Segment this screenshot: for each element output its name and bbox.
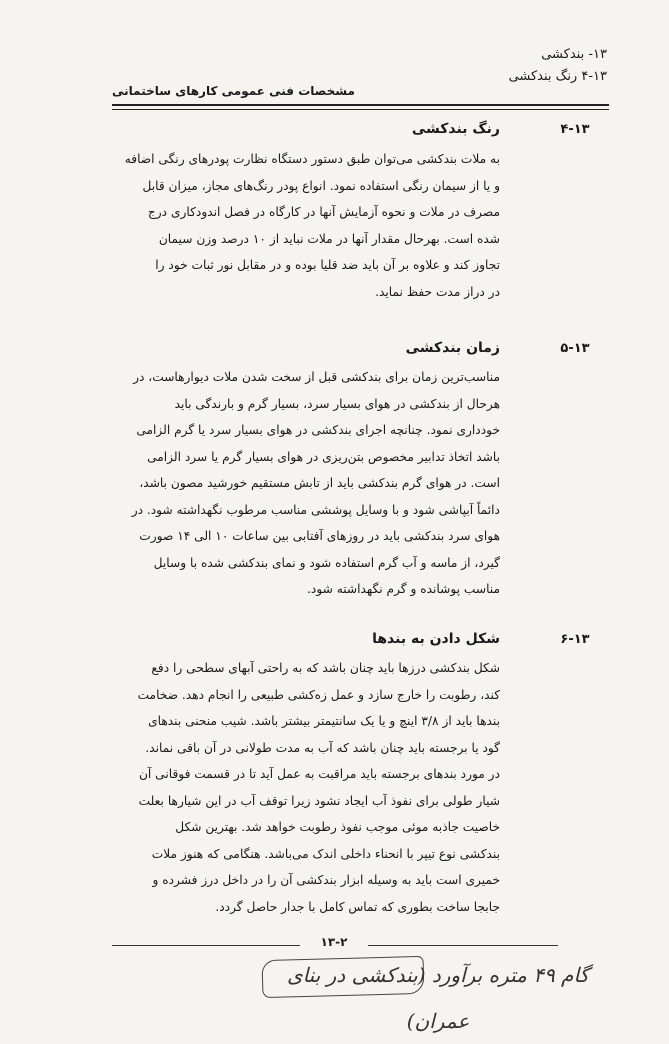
- text-line: جابجا ساخت بطوری که تماس کامل با جدار حاصل گردد.: [215, 899, 500, 914]
- text-line: مناسب پوشانده و گرم نگهداشته شود.: [307, 582, 500, 596]
- text-line: کند، رطوبت را خارج سازد و عمل زه‌کشی طبیعی را انجام دهد. ضخامت: [137, 687, 500, 702]
- text-line: گود یا برجسته باید چنان باشد که آب به مدت طولانی در آن باقی نماند.: [145, 740, 500, 755]
- text-line: بندها باید از ۳/۸ اینچ و یا یک سانتیمتر بیشتر باشد. شیب منحنی بندهای: [148, 714, 500, 728]
- section-paragraph: [92, 364, 500, 603]
- text-line: گیرد، از ماسه و آب گرم استفاده شود و نمای بندکشی شده با وسایل: [153, 555, 500, 570]
- footer-rule-left: [112, 945, 300, 946]
- text-line: باشد اتخاذ تدابیر مخصوص بتن‌ریزی در هوای بسیار گرم یا سرد الزامی: [147, 449, 500, 464]
- section-title-header: ۴-۱۳ رنگ بندکشی: [508, 69, 607, 84]
- text-line: مصرف در ملات و نحوه آزمایش آنها در کارگاه در فصل اندودکاری درج: [147, 205, 500, 219]
- section-heading: زمان بندکشی: [405, 340, 500, 356]
- section-heading: شکل دادن به بندها: [372, 631, 500, 647]
- text-line: بندکشی نوع تیپر با انحناء داخلی اندک می‌باشد. هنگامی که هنوز ملات: [151, 846, 500, 861]
- section-number: ۶-۱۳: [560, 632, 590, 647]
- text-line: مناسب‌ترین زمان برای بندکشی قبل از سخت شدن ملات دیوارهاست، در: [133, 370, 500, 384]
- section-number: ۵-۱۳: [560, 341, 590, 356]
- page-number: ۱۳-۲: [304, 935, 364, 949]
- header-rule-thin: [112, 109, 609, 110]
- text-line: دائماً آبپاشی شود و با وسایل پوششی مناسب مرطوب نگهداشته شود. در: [131, 502, 500, 517]
- section-heading: رنگ بندکشی: [411, 121, 500, 137]
- text-line: در مورد بندهای برجسته باید مراقبت به عمل آید تا در قسمت فوقانی آن: [138, 767, 500, 781]
- handwritten-note: گام ۴۹ متره برآورد (بندکشی در بنای عمران): [286, 963, 590, 1033]
- text-line: خمیری است باید به وسیله ابزار بندکشی آن را در داخل درز فشرده و: [152, 873, 500, 887]
- section-paragraph: [92, 655, 500, 920]
- text-line: شیار طولی برای نفوذ آب ایجاد نشود زیرا توقف آب در این شیارها بعلت: [138, 793, 500, 808]
- text-line: در دراز مدت حفظ نماید.: [375, 284, 500, 299]
- text-line: و یا از سیمان رنگی استفاده نمود. انواع پودر رنگ‌های مجاز، میزان قابل: [142, 178, 500, 193]
- text-line: شده است. بهرحال مقدار آنها در ملات نباید از ۱۰ درصد وزن سیمان: [158, 231, 500, 246]
- footer-rule-right: [368, 945, 558, 946]
- text-line: خاصیت جاذبه موئی موجب نفوذ رطوبت خواهد شد. بهترین شکل: [175, 820, 500, 834]
- running-header: [509, 44, 607, 88]
- book-title: مشخصات فنی عمومی کارهای ساختمانی: [112, 84, 355, 98]
- text-line: هوای سرد بندکشی باید در روزهای آفتابی بین ساعات ۱۰ الی ۱۴ صورت: [139, 529, 500, 543]
- text-line: شکل بندکشی درزها باید چنان باشد که به راحتی آبهای سطحی را دفع: [151, 661, 500, 675]
- header-rule: [112, 104, 609, 106]
- text-line: است. در هوای گرم بندکشی باید از تابش مستقیم خورشید مصون باشد،: [139, 476, 500, 490]
- text-line: به ملات بندکشی می‌توان طبق دستور دستگاه نظارت پودرهای رنگی اضافه: [124, 152, 500, 166]
- text-line: خودداری نمود. چنانچه اجرای بندکشی در هوای بسیار سرد یا گرم الزامی: [136, 423, 500, 437]
- text-line: هرحال از بندکشی در هوای بسیار سرد، بسیار گرم و بارندگی باید: [174, 396, 500, 411]
- section-paragraph: [92, 146, 500, 305]
- chapter-title: ۱۳- بندکشی: [541, 47, 607, 62]
- section-number: ۴-۱۳: [560, 122, 590, 137]
- text-line: تجاوز کند و علاوه بر آن باید ضد قلیا بوده و در مقابل نور ثبات خود را: [155, 258, 500, 272]
